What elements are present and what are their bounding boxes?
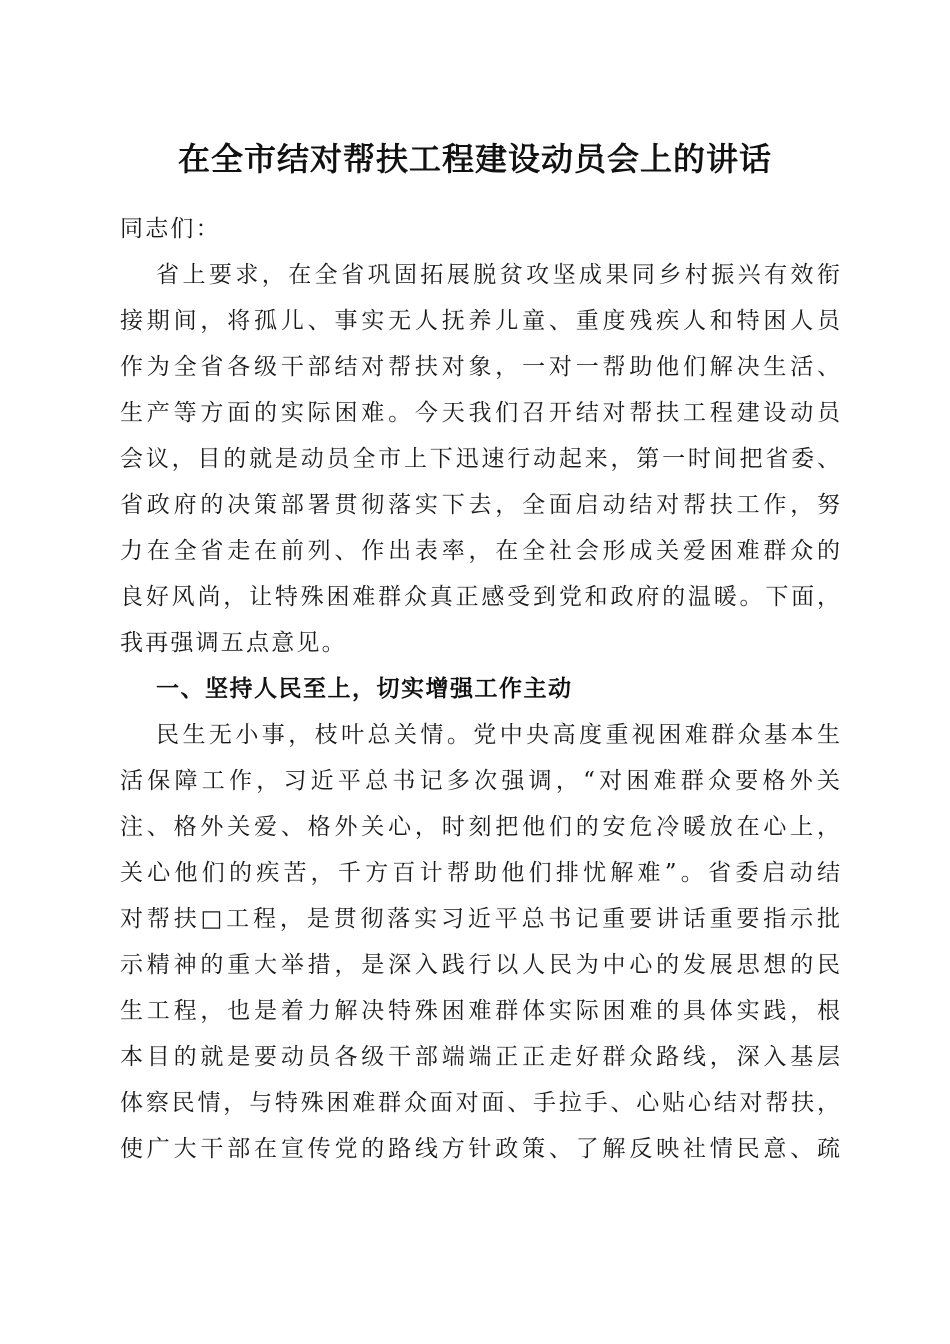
paragraph-line: 本目的就是要动员各级干部端端正正走好群众路线，深入基层: [120, 1044, 840, 1070]
paragraph-line: 关心他们的疾苦，千方百计帮助他们排忧解难”。省委启动结: [120, 860, 840, 886]
paragraph-line: 民生无小事，枝叶总关情。党中央高度重视困难群众基本生: [156, 722, 840, 748]
paragraph-line: 使广大干部在宣传党的路线方针政策、了解反映社情民意、疏: [120, 1136, 840, 1162]
paragraph-line: 接期间，将孤儿、事实无人抚养儿童、重度残疾人和特困人员: [120, 308, 840, 334]
paragraph-line: 生工程，也是着力解决特殊困难群体实际困难的具体实践，根: [120, 998, 840, 1024]
document-title: 在全市结对帮扶工程建设动员会上的讲话: [177, 140, 772, 178]
paragraph-line: 良好风尚，让特殊困难群众真正感受到党和政府的温暖。下面，: [120, 584, 840, 610]
salutation: 同志们：: [120, 216, 221, 242]
paragraph-line: 省上要求，在全省巩固拓展脱贫攻坚成果同乡村振兴有效衔: [156, 262, 840, 288]
paragraph-line: 生产等方面的实际困难。今天我们召开结对帮扶工程建设动员: [120, 400, 840, 426]
paragraph-line: 活保障工作，习近平总书记多次强调，“对困难群众要格外关: [120, 768, 840, 794]
paragraph-line: 会议，目的就是动员全市上下迅速行动起来，第一时间把省委、: [120, 446, 840, 472]
paragraph-line: 对帮扶□工程，是贯彻落实习近平总书记重要讲话重要指示批: [120, 906, 840, 932]
paragraph-line: 我再强调五点意见。: [120, 630, 347, 656]
section-heading: 一、坚持人民至上，切实增强工作主动: [156, 676, 573, 702]
paragraph-line: 体察民情，与特殊困难群众面对面、手拉手、心贴心结对帮扶，: [120, 1090, 840, 1116]
paragraph-line: 作为全省各级干部结对帮扶对象，一对一帮助他们解决生活、: [120, 354, 840, 380]
paragraph-line: 力在全省走在前列、作出表率，在全社会形成关爱困难群众的: [120, 538, 840, 564]
paragraph-line: 示精神的重大举措，是深入践行以人民为中心的发展思想的民: [120, 952, 840, 978]
paragraph-line: 注、格外关爱、格外关心，时刻把他们的安危冷暖放在心上，: [120, 814, 840, 840]
paragraph-line: 省政府的决策部署贯彻落实下去，全面启动结对帮扶工作，努: [120, 492, 840, 518]
